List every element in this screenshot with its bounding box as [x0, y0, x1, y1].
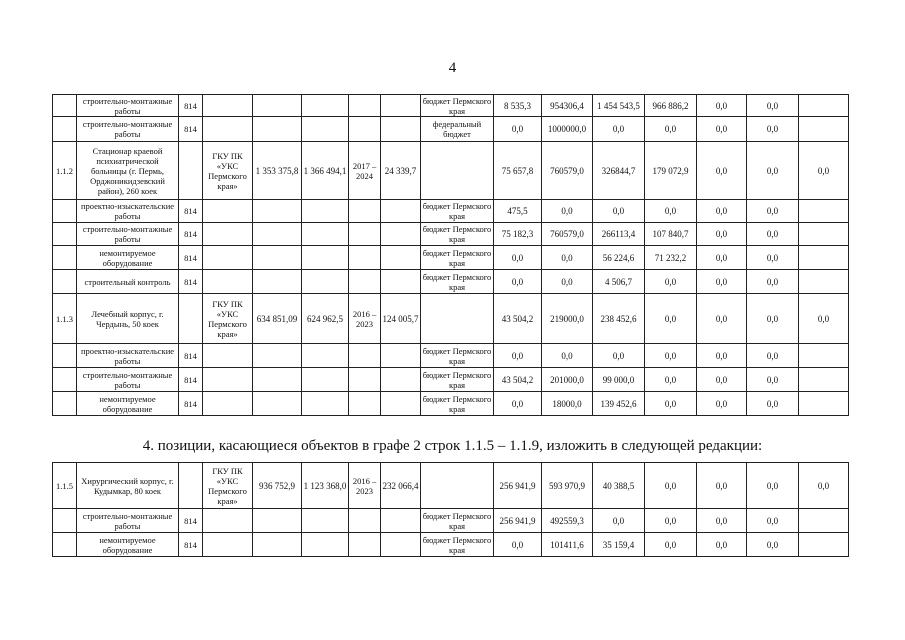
table-cell-cost1 [253, 223, 302, 246]
table-cell-id [53, 95, 77, 117]
table-cell-period [349, 392, 381, 416]
table-cell-cost2 [302, 368, 349, 392]
table-cell-id [53, 270, 77, 294]
table-cell-source: бюджет Пермского края [421, 392, 494, 416]
table-cell-v3: 4 506,7 [593, 270, 645, 294]
table-cell-cost2: 1 123 368,0 [302, 463, 349, 509]
table-cell-v4: 0,0 [645, 294, 697, 344]
table-cell-period [349, 344, 381, 368]
table-cell-v1: 0,0 [494, 246, 542, 270]
table-cell-period [349, 533, 381, 557]
table-cell-v5: 0,0 [697, 223, 747, 246]
table-cell-cost2 [302, 223, 349, 246]
table-cell-v5: 0,0 [697, 270, 747, 294]
table-cell-total [381, 344, 421, 368]
table-cell-id [53, 223, 77, 246]
table-cell-v2: 0,0 [542, 270, 593, 294]
table-cell-v7: 0,0 [799, 142, 849, 200]
table-cell-cost2 [302, 509, 349, 533]
table-cell-cost1 [253, 509, 302, 533]
table-cell-v1: 0,0 [494, 533, 542, 557]
table-cell-code [179, 294, 203, 344]
table-cell-total [381, 95, 421, 117]
table-cell-v6: 0,0 [747, 294, 799, 344]
table-cell-v1: 43 504,2 [494, 368, 542, 392]
table-cell-v5: 0,0 [697, 463, 747, 509]
table-cell-v2: 954306,4 [542, 95, 593, 117]
table-cell-v3: 0,0 [593, 200, 645, 223]
table-cell-id [53, 246, 77, 270]
table-cell-v7 [799, 533, 849, 557]
table-row [53, 270, 849, 294]
table-cell-v7 [799, 368, 849, 392]
table-cell-v3: 0,0 [593, 509, 645, 533]
table-cell-v6: 0,0 [747, 246, 799, 270]
table-cell-v2: 593 970,9 [542, 463, 593, 509]
table-cell-v4: 0,0 [645, 368, 697, 392]
table-cell-total [381, 533, 421, 557]
table-cell-period: 2016 – 2023 [349, 294, 381, 344]
table-cell-v7: 0,0 [799, 294, 849, 344]
table-cell-total [381, 200, 421, 223]
table-cell-id: 1.1.2 [53, 142, 77, 200]
table-row [53, 200, 849, 223]
table-row [53, 392, 849, 416]
table-cell-total [381, 392, 421, 416]
table-cell-customer [203, 200, 253, 223]
table-cell-name: немонтируемое оборудование [77, 533, 179, 557]
table-cell-cost1 [253, 368, 302, 392]
table-cell-total [381, 223, 421, 246]
table-cell-v1: 0,0 [494, 270, 542, 294]
table-cell-period: 2017 – 2024 [349, 142, 381, 200]
table-row [53, 509, 849, 533]
table-cell-source: бюджет Пермского края [421, 270, 494, 294]
table-row [53, 368, 849, 392]
table-cell-name: Хирургический корпус, г. Кудымкар, 80 коек [77, 463, 179, 509]
table-cell-v3: 139 452,6 [593, 392, 645, 416]
table-cell-source: бюджет Пермского края [421, 533, 494, 557]
table-cell-v6: 0,0 [747, 95, 799, 117]
table-cell-cost1 [253, 344, 302, 368]
table-cell-v5: 0,0 [697, 344, 747, 368]
table-cell-v6: 0,0 [747, 223, 799, 246]
table-cell-period [349, 223, 381, 246]
table-cell-source: бюджет Пермского края [421, 95, 494, 117]
table-cell-customer [203, 270, 253, 294]
table-row [53, 344, 849, 368]
table-cell-v1: 75 182,3 [494, 223, 542, 246]
table-cell-v6: 0,0 [747, 142, 799, 200]
table-cell-code: 814 [179, 117, 203, 142]
table-cell-v7 [799, 246, 849, 270]
table-row [53, 95, 849, 117]
table-cell-total [381, 246, 421, 270]
table-cell-v1: 0,0 [494, 344, 542, 368]
table-cell-id: 1.1.5 [53, 463, 77, 509]
table-cell-source [421, 142, 494, 200]
table-cell-v2: 201000,0 [542, 368, 593, 392]
table-cell-id [53, 117, 77, 142]
table-cell-id [53, 533, 77, 557]
table-cell-v5: 0,0 [697, 246, 747, 270]
table-cell-v6: 0,0 [747, 117, 799, 142]
table-cell-v7 [799, 270, 849, 294]
table-cell-v2: 18000,0 [542, 392, 593, 416]
table-cell-total [381, 368, 421, 392]
table-cell-customer: ГКУ ПК «УКС Пермского края» [203, 142, 253, 200]
table-cell-cost2: 624 962,5 [302, 294, 349, 344]
table-cell-total [381, 117, 421, 142]
table-cell-v2: 492559,3 [542, 509, 593, 533]
table-cell-customer [203, 344, 253, 368]
table-cell-v4: 0,0 [645, 509, 697, 533]
table-cell-v6: 0,0 [747, 344, 799, 368]
table-cell-v5: 0,0 [697, 117, 747, 142]
table-cell-period [349, 368, 381, 392]
table-cell-v3: 56 224,6 [593, 246, 645, 270]
table-cell-cost1 [253, 95, 302, 117]
table-cell-v2: 219000,0 [542, 294, 593, 344]
table-cell-v5: 0,0 [697, 142, 747, 200]
table-cell-code: 814 [179, 509, 203, 533]
table-cell-v4: 0,0 [645, 533, 697, 557]
table-cell-code: 814 [179, 95, 203, 117]
table-cell-v1: 256 941,9 [494, 463, 542, 509]
table-cell-source [421, 463, 494, 509]
table-cell-total: 124 005,7 [381, 294, 421, 344]
table-cell-name: Лечебный корпус, г. Чердынь, 50 коек [77, 294, 179, 344]
table-cell-name: строительный контроль [77, 270, 179, 294]
table-cell-v7 [799, 344, 849, 368]
table-cell-total: 24 339,7 [381, 142, 421, 200]
table-cell-name: строительно-монтажные работы [77, 509, 179, 533]
table-cell-code [179, 142, 203, 200]
table-cell-v6: 0,0 [747, 533, 799, 557]
table-cell-id [53, 392, 77, 416]
table-cell-code: 814 [179, 246, 203, 270]
table-cell-v4: 0,0 [645, 463, 697, 509]
table-cell-customer [203, 246, 253, 270]
table-cell-v2: 760579,0 [542, 223, 593, 246]
table-cell-cost1 [253, 533, 302, 557]
table-cell-code: 814 [179, 533, 203, 557]
table-row [53, 533, 849, 557]
table-cell-code: 814 [179, 344, 203, 368]
table-cell-v6: 0,0 [747, 509, 799, 533]
table-cell-id: 1.1.3 [53, 294, 77, 344]
table-cell-source: бюджет Пермского края [421, 344, 494, 368]
table-cell-v6: 0,0 [747, 200, 799, 223]
table-cell-v6: 0,0 [747, 392, 799, 416]
table-cell-v3: 40 388,5 [593, 463, 645, 509]
table-cell-v5: 0,0 [697, 392, 747, 416]
table-cell-source: федеральный бюджет [421, 117, 494, 142]
table-cell-cost2 [302, 117, 349, 142]
table-cell-period [349, 246, 381, 270]
table-cell-source: бюджет Пермского края [421, 368, 494, 392]
table-cell-v2: 1000000,0 [542, 117, 593, 142]
table-cell-v3: 238 452,6 [593, 294, 645, 344]
table-cell-v4: 0,0 [645, 200, 697, 223]
table-cell-v5: 0,0 [697, 294, 747, 344]
table-cell-cost2 [302, 344, 349, 368]
table-cell-v4: 0,0 [645, 270, 697, 294]
table-cell-period [349, 95, 381, 117]
table-cell-v3: 266113,4 [593, 223, 645, 246]
section-heading: 4. позиции, касающиеся объектов в графе 2 строк 1.1.5 – 1.1.9, изложить в следующей редакции: [142, 438, 763, 454]
table-cell-customer [203, 223, 253, 246]
table-cell-code: 814 [179, 223, 203, 246]
table-cell-name: немонтируемое оборудование [77, 392, 179, 416]
table-cell-cost1 [253, 200, 302, 223]
table-cell-customer [203, 509, 253, 533]
table-cell-v4: 107 840,7 [645, 223, 697, 246]
objects-table-1 [52, 94, 849, 416]
table-row [53, 246, 849, 270]
table-row [53, 294, 849, 344]
table-cell-v2: 760579,0 [542, 142, 593, 200]
table-cell-v7 [799, 200, 849, 223]
table-cell-v1: 75 657,8 [494, 142, 542, 200]
table-cell-v3: 35 159,4 [593, 533, 645, 557]
table-cell-v7 [799, 117, 849, 142]
table-cell-v1: 0,0 [494, 117, 542, 142]
table-cell-id [53, 344, 77, 368]
table-cell-period [349, 270, 381, 294]
table-cell-cost1 [253, 392, 302, 416]
table-cell-cost2 [302, 95, 349, 117]
table-cell-total [381, 270, 421, 294]
table-cell-customer: ГКУ ПК «УКС Пермского края» [203, 294, 253, 344]
table-cell-name: проектно-изыскательские работы [77, 200, 179, 223]
table-cell-v5: 0,0 [697, 533, 747, 557]
table-cell-name: проектно-изыскательские работы [77, 344, 179, 368]
table-cell-v2: 0,0 [542, 344, 593, 368]
objects-table-2 [52, 462, 849, 557]
table-cell-code: 814 [179, 200, 203, 223]
table-cell-customer [203, 392, 253, 416]
table-cell-cost1: 936 752,9 [253, 463, 302, 509]
table-cell-v3: 1 454 543,5 [593, 95, 645, 117]
table-cell-v1: 0,0 [494, 392, 542, 416]
table-cell-source: бюджет Пермского края [421, 200, 494, 223]
table-cell-name: строительно-монтажные работы [77, 368, 179, 392]
table-cell-customer [203, 533, 253, 557]
table-cell-v4: 0,0 [645, 117, 697, 142]
table-cell-cost2 [302, 246, 349, 270]
table-row [53, 117, 849, 142]
table-cell-name: строительно-монтажные работы [77, 95, 179, 117]
table-cell-id [53, 509, 77, 533]
table-cell-v1: 43 504,2 [494, 294, 542, 344]
table-row [53, 463, 849, 509]
table-cell-v4: 179 072,9 [645, 142, 697, 200]
table-cell-v2: 0,0 [542, 246, 593, 270]
table-cell-code: 814 [179, 270, 203, 294]
table-cell-v6: 0,0 [747, 368, 799, 392]
table-cell-v3: 0,0 [593, 344, 645, 368]
table-cell-period [349, 117, 381, 142]
table-cell-v5: 0,0 [697, 95, 747, 117]
table-cell-cost1: 1 353 375,8 [253, 142, 302, 200]
table-cell-customer [203, 368, 253, 392]
table-cell-v2: 0,0 [542, 200, 593, 223]
table-cell-period: 2016 – 2023 [349, 463, 381, 509]
table-cell-v3: 99 000,0 [593, 368, 645, 392]
table-cell-source [421, 294, 494, 344]
table-cell-cost1 [253, 246, 302, 270]
table-cell-code [179, 463, 203, 509]
table-cell-source: бюджет Пермского края [421, 509, 494, 533]
table-cell-v4: 966 886,2 [645, 95, 697, 117]
table-cell-name: строительно-монтажные работы [77, 223, 179, 246]
table-cell-cost2 [302, 392, 349, 416]
table-cell-cost2: 1 366 494,1 [302, 142, 349, 200]
table-cell-customer [203, 117, 253, 142]
table-cell-cost2 [302, 533, 349, 557]
table-cell-v3: 0,0 [593, 117, 645, 142]
table-cell-code: 814 [179, 368, 203, 392]
table-cell-v3: 326844,7 [593, 142, 645, 200]
table-cell-cost1: 634 851,09 [253, 294, 302, 344]
table-cell-v4: 71 232,2 [645, 246, 697, 270]
table-cell-v4: 0,0 [645, 344, 697, 368]
table-cell-cost2 [302, 200, 349, 223]
table-cell-customer: ГКУ ПК «УКС Пермского края» [203, 463, 253, 509]
table-cell-v5: 0,0 [697, 368, 747, 392]
table-cell-v7 [799, 95, 849, 117]
table-row [53, 142, 849, 200]
table-cell-name: Стационар краевой психиатрической больницы (г. Пермь, Орджоникидзевский район), 260 коек [77, 142, 179, 200]
page-number: 4 [448, 60, 457, 76]
table-cell-cost2 [302, 270, 349, 294]
table-cell-v6: 0,0 [747, 270, 799, 294]
table-cell-v5: 0,0 [697, 200, 747, 223]
table-cell-source: бюджет Пермского края [421, 223, 494, 246]
table-cell-v5: 0,0 [697, 509, 747, 533]
table-cell-v2: 101411,6 [542, 533, 593, 557]
table-cell-cost1 [253, 270, 302, 294]
table-cell-code: 814 [179, 392, 203, 416]
table-cell-v1: 8 535,3 [494, 95, 542, 117]
table-cell-v4: 0,0 [645, 392, 697, 416]
table-cell-v7 [799, 509, 849, 533]
table-cell-v1: 256 941,9 [494, 509, 542, 533]
table-cell-period [349, 200, 381, 223]
table-cell-period [349, 509, 381, 533]
table-row [53, 223, 849, 246]
table-cell-v7: 0,0 [799, 463, 849, 509]
table-cell-name: немонтируемое оборудование [77, 246, 179, 270]
table-cell-total [381, 509, 421, 533]
table-cell-id [53, 200, 77, 223]
table-cell-cost1 [253, 117, 302, 142]
table-cell-name: строительно-монтажные работы [77, 117, 179, 142]
table-cell-source: бюджет Пермского края [421, 246, 494, 270]
table-cell-id [53, 368, 77, 392]
table-cell-v7 [799, 392, 849, 416]
table-cell-v1: 475,5 [494, 200, 542, 223]
table-cell-customer [203, 95, 253, 117]
table-cell-v6: 0,0 [747, 463, 799, 509]
table-cell-v7 [799, 223, 849, 246]
table-cell-total: 232 066,4 [381, 463, 421, 509]
